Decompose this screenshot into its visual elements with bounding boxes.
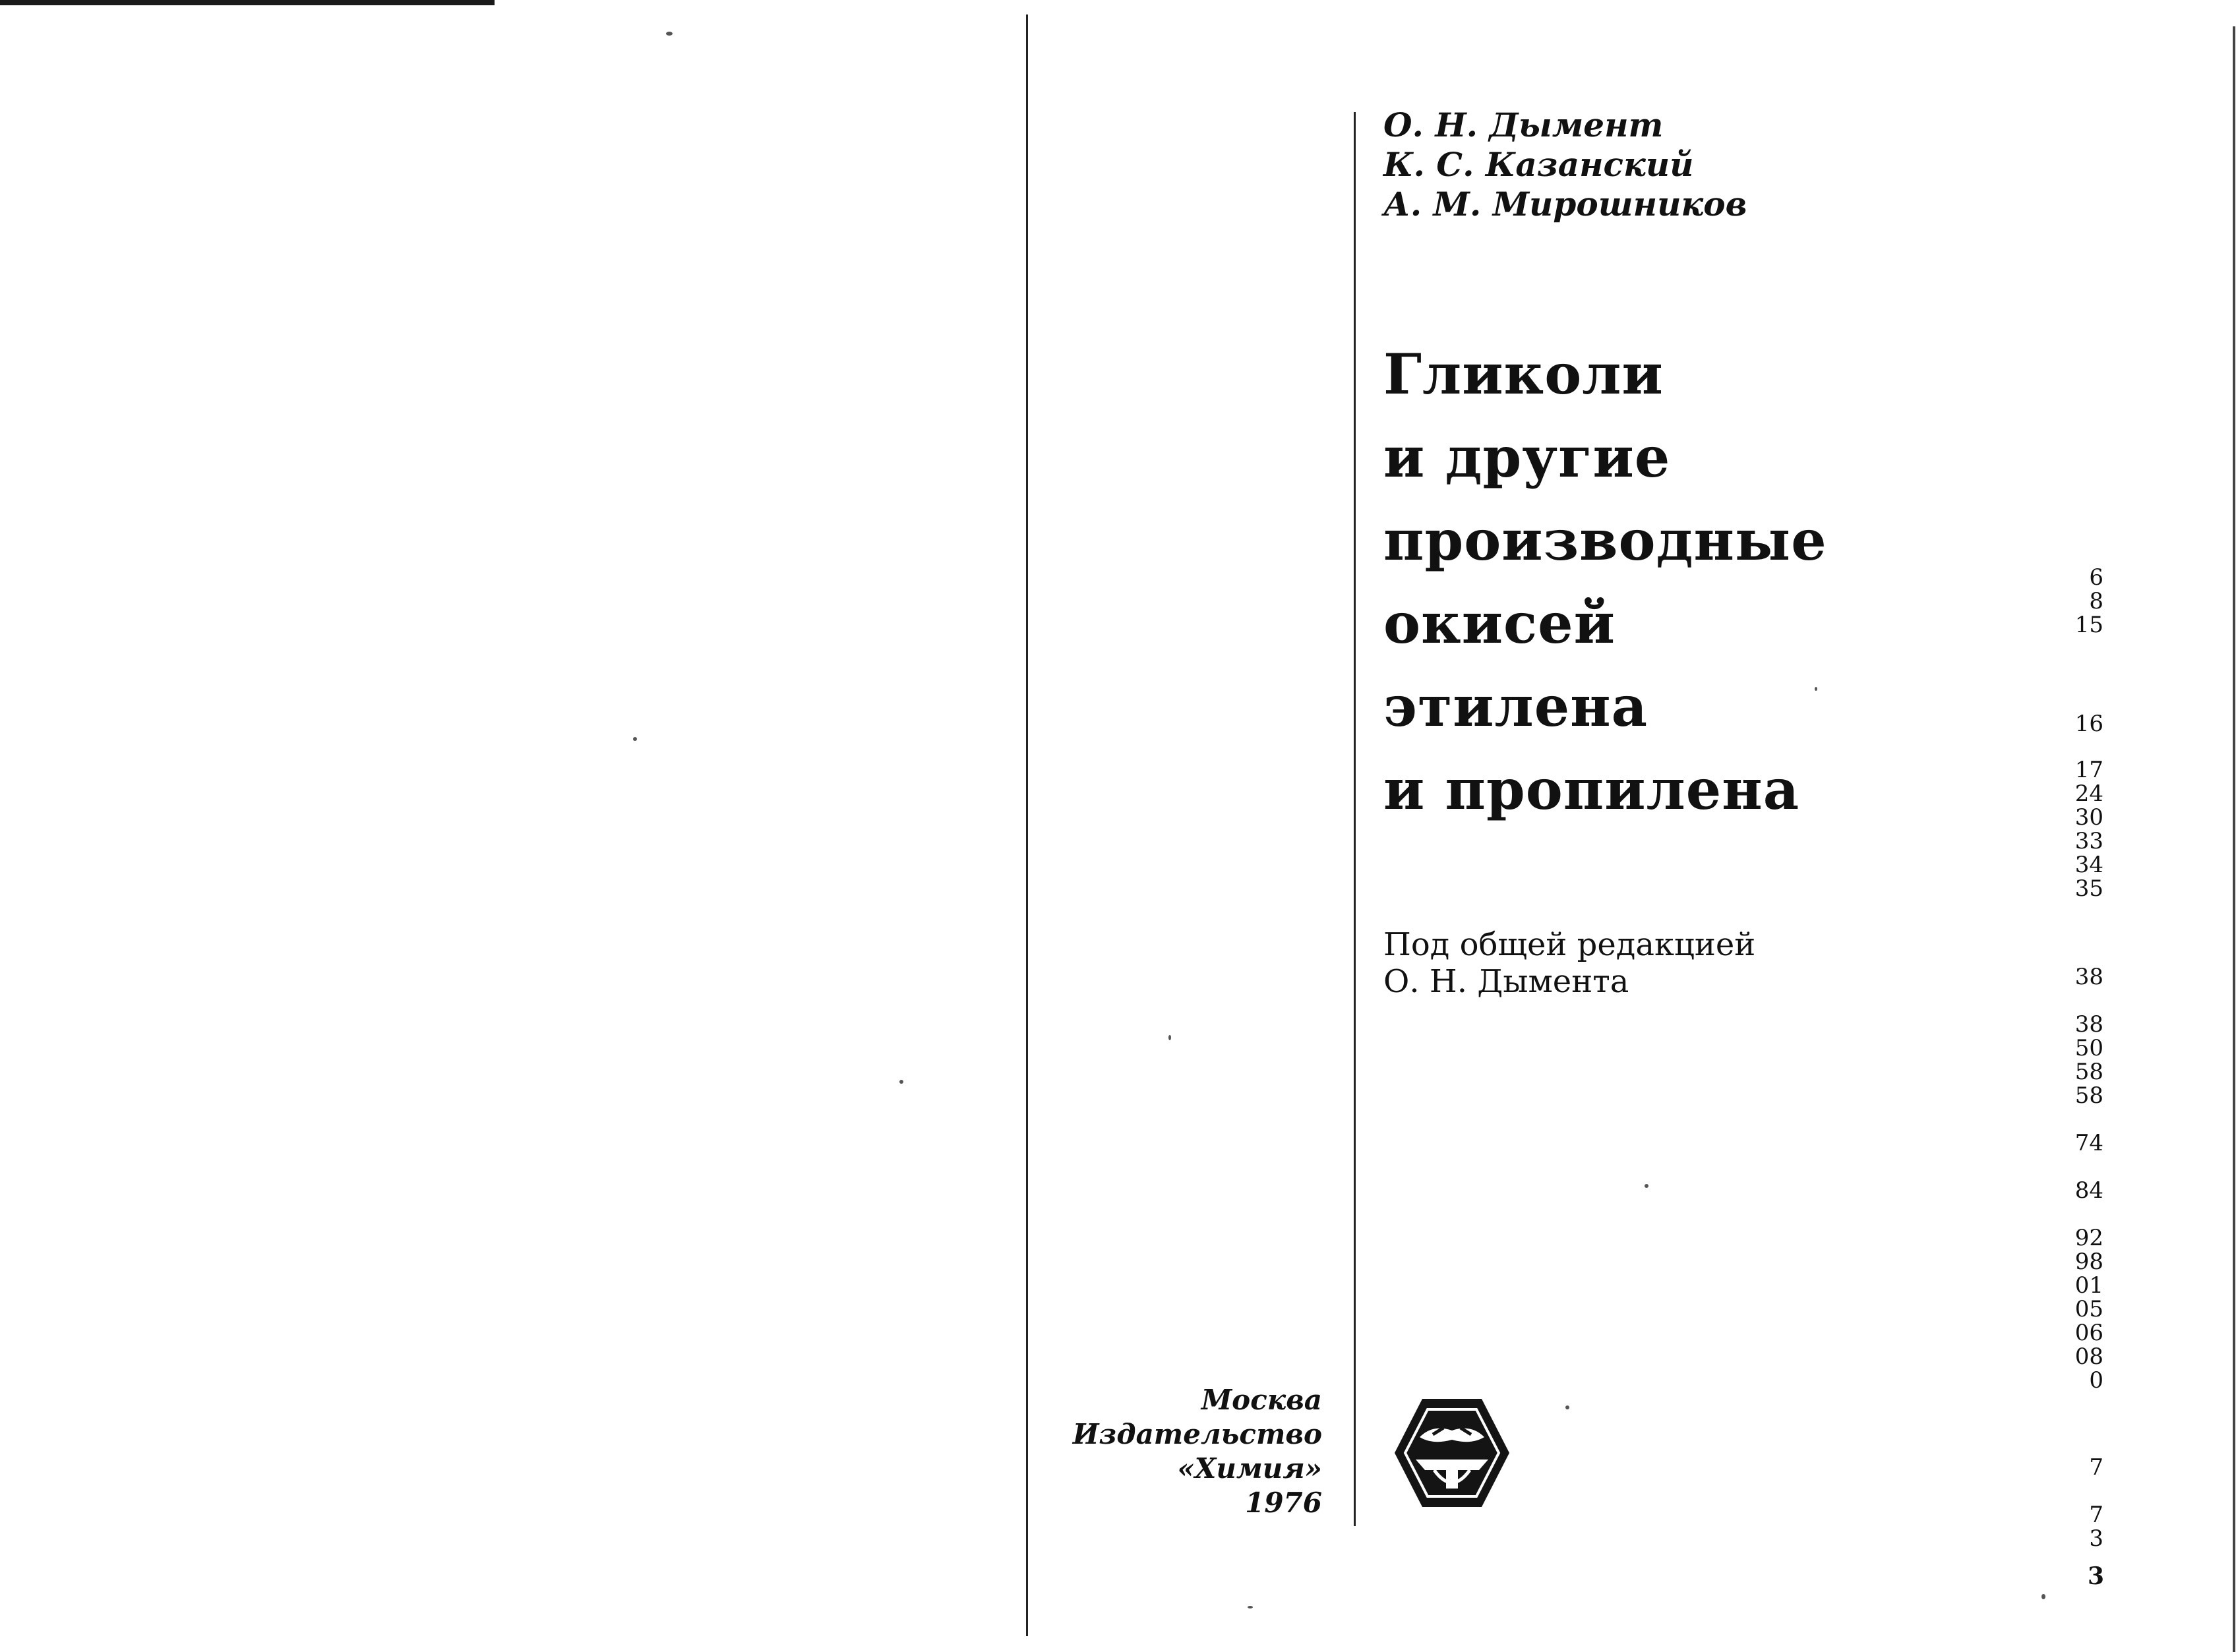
title-line: Гликоли xyxy=(1383,341,1664,407)
imprint-publisher: «Химия» xyxy=(1177,1452,1322,1485)
right-page-edge xyxy=(2233,26,2235,1652)
toc-page-number: 6 xyxy=(2089,564,2103,591)
book-title xyxy=(1383,333,1827,831)
toc-page-number: 50 xyxy=(2074,1035,2103,1061)
scan-speck xyxy=(666,32,673,36)
toc-page-number: 98 xyxy=(2074,1249,2103,1275)
toc-page-number: 0 xyxy=(2089,1367,2103,1394)
toc-page-number: 7 xyxy=(2089,1454,2103,1481)
toc-page-number: 8 xyxy=(2089,588,2103,614)
toc-page-number: 74 xyxy=(2074,1130,2103,1156)
toc-page-number: 24 xyxy=(2074,781,2103,807)
toc-page-number: 58 xyxy=(2074,1082,2103,1109)
toc-page-number: 92 xyxy=(2074,1225,2103,1251)
scan-speck xyxy=(1645,1184,1648,1188)
title-line: и пропилена xyxy=(1383,757,1800,822)
scan-speck xyxy=(1168,1035,1171,1040)
title-line: этилена xyxy=(1383,674,1648,739)
authors-block xyxy=(1383,105,1747,224)
toc-page-number: 58 xyxy=(2074,1059,2103,1085)
imprint-city: Москва xyxy=(1201,1384,1322,1416)
toc-page-number: 3 xyxy=(2089,1525,2103,1552)
scan-speck xyxy=(1248,1606,1253,1608)
toc-page-number: 30 xyxy=(2074,804,2103,831)
scan-speck xyxy=(2041,1594,2045,1599)
toc-page-number: 01 xyxy=(2074,1272,2103,1299)
toc-page-number: 38 xyxy=(2074,1011,2103,1038)
publisher-hexagon-emblem-icon xyxy=(1393,1396,1511,1510)
publisher-imprint xyxy=(1073,1383,1322,1520)
author-name: К. С. Казанский xyxy=(1383,145,1694,184)
toc-page-number: 05 xyxy=(2074,1296,2103,1322)
toc-page-number: 33 xyxy=(2074,828,2103,854)
facing-page-toc-numbers xyxy=(2031,0,2103,1652)
toc-page-number: 7 xyxy=(2089,1502,2103,1528)
title-line: окисей xyxy=(1383,591,1616,656)
book-gutter-line xyxy=(1026,15,1028,1636)
toc-page-number: 15 xyxy=(2074,612,2103,638)
editor-credit xyxy=(1383,926,1755,1000)
imprint-year: 1976 xyxy=(1245,1487,1322,1519)
toc-page-number: 38 xyxy=(2074,964,2103,990)
title-line: и другие xyxy=(1383,425,1671,490)
toc-page-number: 34 xyxy=(2074,852,2103,878)
editor-name: О. Н. Дымента xyxy=(1383,963,1629,1000)
scan-speck xyxy=(1815,687,1817,691)
editor-credit-line: Под общей редакцией xyxy=(1383,926,1756,963)
toc-page-number: 06 xyxy=(2074,1320,2103,1346)
scan-top-edge-bar xyxy=(0,0,495,5)
toc-page-number: 17 xyxy=(2074,757,2103,783)
scan-speck xyxy=(899,1080,903,1084)
imprint-label: Издательство xyxy=(1072,1418,1322,1450)
author-name: А. М. Мирошников xyxy=(1383,185,1747,223)
page-number: 3 xyxy=(2088,1562,2105,1590)
title-page-vertical-rule xyxy=(1354,112,1356,1526)
toc-page-number: 35 xyxy=(2074,875,2103,902)
toc-page-number: 16 xyxy=(2074,711,2103,737)
scan-speck xyxy=(633,737,637,741)
scan-speck xyxy=(1565,1405,1569,1409)
author-name: О. Н. Дымент xyxy=(1383,105,1664,144)
toc-page-number: 08 xyxy=(2074,1343,2103,1370)
toc-page-number: 84 xyxy=(2074,1177,2103,1204)
title-line: производные xyxy=(1383,508,1827,573)
